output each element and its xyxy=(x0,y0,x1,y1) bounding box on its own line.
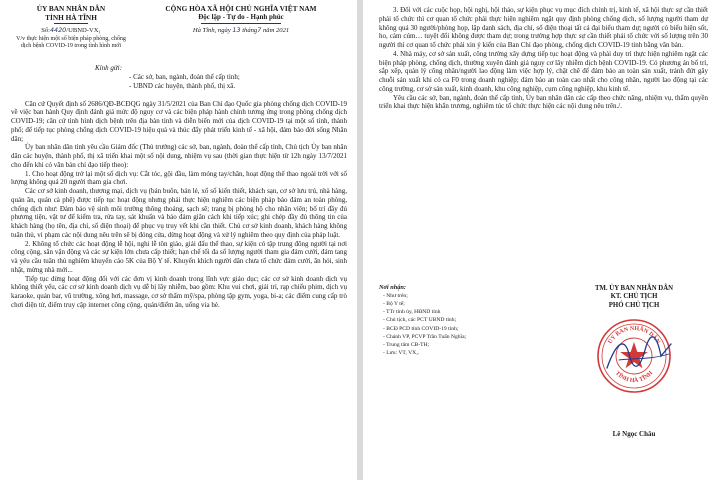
date-day-handwritten: 13 xyxy=(232,26,241,34)
seal-text-top: ỦY BAN NHÂN DÂN xyxy=(607,326,661,346)
issuing-authority-province: TỈNH HÀ TĨNH xyxy=(45,13,97,22)
document-number xyxy=(11,26,131,35)
signature-block xyxy=(559,285,709,439)
body-paragraph: Các cơ sở kinh doanh, thương mại, dịch vụ (bán buôn, bán lẻ, xổ số kiến thiết, khách sạn, cơ sở lưu trú, nhà hàng, quán ăn, quán cà phê) được tiếp tục hoạt động nhưng phải thực hiện nghiêm các biện pháp bảo đảm an toàn phòng, chống dịch như: Đảm bảo vệ sinh môi trường thông thoáng, sạch sẽ; trang bị phòng hộ cho nhân viên; bố trí đầy đủ phương tiện, vật tư để kiểm tra, rửa tay, sát khuẩn và bảo đảm giãn cách khi tiếp xúc; ghi chép đầy đủ thông tin của khách hàng (họ tên, địa chỉ, số điện thoại) để phục vụ truy vết khi cần thiết. Chủ cơ sở kinh doanh, khách hàng không tuân thủ, vi phạm các nội dung nêu trên sẽ bị đóng cửa, dừng hoạt động và xử lý nghiêm theo quy định của pháp luật. xyxy=(11,187,347,239)
recipient-item: - Lưu: VT, VX₁. xyxy=(383,349,420,356)
document-page-2 xyxy=(363,0,720,480)
recipient-item: - BCĐ PCD tỉnh COVID-19 tỉnh; xyxy=(383,325,459,332)
seal-text-bottom: TỈNH HÀ TĨNH xyxy=(613,370,655,385)
motto-underline xyxy=(201,23,281,24)
national-motto: Độc lập - Tự do - Hạnh phúc xyxy=(198,13,284,21)
document-header xyxy=(11,4,347,62)
body-paragraph: 4. Nhà máy, cơ sở sản xuất, công trường xây dựng tiếp tục hoạt động và phải duy trì thực hiện nghiêm ngặt các biện pháp phòng, chống dịch, thường xuyên đánh giá nguy cơ lây nhiễm dịch bệnh COVID-19. Có phương án bố trí, sắp xếp, quản lý công nhân/người lao động làm việc hợp lý, chặt chẽ để đảm bảo an toàn sản xuất, tránh đứt gãy chuỗi sản xuất khi có ca F0 trong doanh nghiệp; đảm bảo an toàn cao nhất cho công nhân, người lao động tại các công trường, cơ sở sản xuất, kinh doanh, khu công nghiệp, cụm công nghiệp, khu kinh tế. xyxy=(379,49,708,93)
handwritten-signature-icon xyxy=(599,330,679,380)
date-month-label: tháng xyxy=(242,27,258,34)
signer-name: Lê Ngọc Châu xyxy=(612,430,656,439)
recipient-item: - Bộ Y tế; xyxy=(383,301,405,308)
issuing-authority-block xyxy=(11,4,131,51)
recipient-item: - Trung tâm CB-TH; xyxy=(383,341,430,348)
document-date xyxy=(135,26,347,35)
body-paragraph: Ủy ban nhân dân tỉnh yêu cầu Giám đốc (Thủ trưởng) các sở, ban, ngành, đoàn thể cấp tỉnh, Chủ tịch Ủy ban nhân dân các huyện, thành phố, thị xã triển khai một số nội dung, nhiệm vụ sau (thời gian thực hiện từ 12h ngày 13/7/2021 cho đến khi có văn bản chỉ đạo tiếp theo): xyxy=(11,143,347,169)
body-paragraph: 1. Cho hoạt động trở lại một số dịch vụ: Cắt tóc, gội đầu, làm móng tay/chân, hoạt động thể thao ngoài trời với số lượng không quá 20 người tham gia chơi. xyxy=(11,169,347,187)
doc-number-prefix: Số: xyxy=(41,27,50,34)
recipient-item: - Chánh VP, PCVP Trần Tuấn Nghĩa; xyxy=(383,333,467,340)
signature-title-3: PHÓ CHỦ TỊCH xyxy=(608,301,660,309)
seal-and-signature xyxy=(559,310,709,430)
national-title-block xyxy=(135,4,347,35)
date-year: năm 2021 xyxy=(262,27,290,34)
signature-title-2: KT. CHỦ TỊCH xyxy=(610,293,658,301)
document-subject: V/v thực hiện một số biện pháp phòng, chống dịch bệnh COVID-19 trong tình hình mới xyxy=(16,36,126,50)
body-paragraph: Yêu cầu các sở, ban, ngành, đoàn thể cấp tỉnh, Ủy ban nhân dân các cấp theo chức năng, nhiệm vụ, thẩm quyền triển khai thực hiện khẩn trương, nghiêm túc tổ chức thực hiện các nội dung nêu trên./. xyxy=(379,93,708,111)
signature-title-1: TM. ỦY BAN NHÂN DÂN xyxy=(594,285,674,292)
document-page-1 xyxy=(0,0,357,480)
date-place: Hà Tĩnh, ngày xyxy=(192,27,231,34)
recipient-item: - Chủ tịch, các PCT UBND tỉnh; xyxy=(383,317,457,324)
doc-number-handwritten: 4420 xyxy=(49,26,67,34)
recipient-item: - Như trên; xyxy=(383,293,408,300)
recipients-title: Nơi nhận: xyxy=(379,284,407,291)
recipients-list xyxy=(379,284,529,357)
national-title: CỘNG HÒA XÃ HỘI CHỦ NGHĨA VIỆT NAM xyxy=(165,4,317,13)
issuing-authority-name: ỦY BAN NHÂN DÂN xyxy=(36,4,106,13)
body-paragraph: Căn cứ Quyết định số 2686/QĐ-BCĐQG ngày 31/5/2021 của Ban Chỉ đạo Quốc gia phòng chống dịch COVID-19 về việc ban hành Quy định đánh giá mức độ nguy cơ và các biện pháp hành chính tương ứng trong phòng chống dịch COVID-19; căn cứ tình hình dịch bệnh trên địa bàn tỉnh và diễn biến mới của dịch COVID-19 tại một số tỉnh, thành phố; để tiếp tục phòng chống dịch COVID-19 hiệu quả và thúc đẩy phát triển kinh tế - xã hội, đảm bảo đời sống Nhân dân; xyxy=(11,99,347,143)
header-divider xyxy=(54,23,88,24)
addressee-block xyxy=(95,64,347,92)
body-paragraph: 3. Đối với các cuộc họp, hội nghị, hội thảo, sự kiện phục vụ mục đích chính trị, kinh tế, xã hội thực sự cần thiết phải tổ chức thì cơ quan tổ chức phải thực hiện nghiêm ngặt quy định phòng chống dịch, số lượng người tham dự không quá 30 người/phòng họp, lập danh sách, địa chỉ, số điện thoại tất cả đại biểu tham dự; người có biểu hiện sốt, ho, cảm cúm… tuyệt đối không được tham dự; trong trường hợp thực sự cần thiết phải tổ chức với số lượng trên 30 người thì cơ quan tổ chức phải xin ý kiến của Ban Chỉ đạo phòng, chống dịch COVID-19 tỉnh bằng văn bản. xyxy=(379,6,708,49)
date-month-handwritten: 7 xyxy=(257,26,262,34)
addressee-line: - Các sở, ban, ngành, đoàn thể cấp tỉnh; xyxy=(129,73,240,82)
addressee-label: Kính gửi: xyxy=(95,64,122,72)
recipient-item: - TTr tỉnh ủy, HĐND tỉnh xyxy=(383,309,441,316)
body-paragraph: Tiếp tục dừng hoạt động đối với các đơn vị kinh doanh trong lĩnh vực giáo dục; các cơ sở kinh doanh dịch vụ không thiết yếu, các cơ sở kinh doanh dịch vụ dễ bị lây nhiễm, bao gồm: Khu vui chơi, giải trí, rạp chiếu phim, dịch vụ karaoke, quán bar, vũ trường, xông hơi, massage, cơ sở thẩm mỹ/spa, phòng tập gym, yoga, bi-a; các điểm cung cấp trò chơi điện tử, điểm truy cập internet công cộng, quán/điểm ăn, uống via hè. xyxy=(11,274,347,309)
addressee-line: - UBND các huyện, thành phố, thị xã. xyxy=(129,82,236,91)
body-paragraph: 2. Không tổ chức các hoạt động lễ hội, nghi lễ tôn giáo, giải đấu thể thao, sự kiện có tập trung đông người tại nơi công cộng, sân vận động và các sự kiện lớn chưa cấp thiết; hạn chế tối đa số lượng người tham gia đám cưới, đám tang và yêu cầu tuân thủ nghiêm khuyến cáo 5K của Bộ Y tế. Khuyến khích người dân chưa tổ chức đám cưới, ăn hỏi, sinh nhật, mừng nhà mới... xyxy=(11,239,347,274)
doc-number-suffix: /UBND-VX₁ xyxy=(66,27,101,34)
